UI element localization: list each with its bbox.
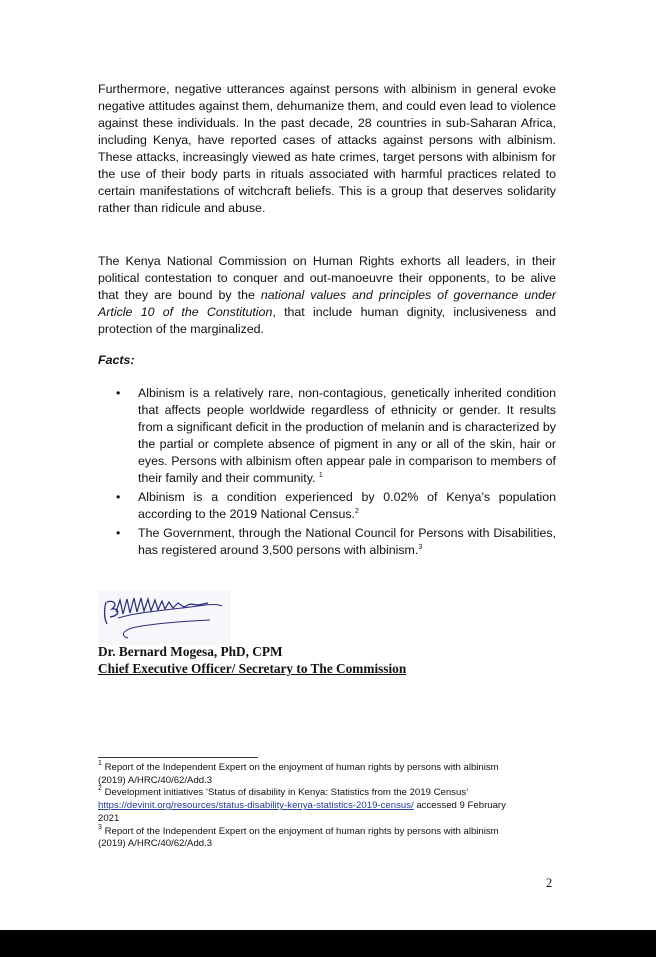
constitution-reference: national values and principles of governance under Article 10 of the Constitution bbox=[98, 288, 556, 319]
paragraph-attacks: Furthermore, negative utterances against persons with albinism in general evoke negative attitudes against them, dehumanize them, and could even lead to violence against these individuals. In the past decade, 28 countries in sub-Saharan Africa, including Kenya, have reported cases of attacks against persons with albinism. These attacks, increasingly viewed as hate crimes, target persons with albinism for the use of their body parts in rituals associated with harmful practices related to certain manifestations of witchcraft beliefs. This is a group that deserves solidarity rather than ridicule and abuse. bbox=[98, 82, 556, 215]
footnote-separator bbox=[98, 757, 258, 758]
fact-item bbox=[98, 489, 556, 523]
footnote-ref[interactable]: 3 bbox=[418, 544, 423, 551]
footnotes bbox=[98, 762, 528, 851]
fact-text: The Government, through the National Council for Persons with Disabilities, has registered around 3,500 persons with albinism. bbox=[138, 526, 556, 557]
paragraph-exhortation-start: The Kenya National Commission on Human Rights exhorts all leaders, in their political contestation to conquer and out-manoeuvre their opponents, to be alive that they are bound by the bbox=[98, 254, 556, 302]
facts-heading: Facts: bbox=[98, 353, 135, 367]
paragraph-exhortation-end: , that include human dignity, inclusiveness and protection of the marginalized. bbox=[98, 305, 557, 336]
fact-text: Albinism is a relatively rare, non-contagious, genetically inherited condition that affects people worldwide regardless of ethnicity or gender. It results from a significant deficit in the production of melanin and is characterized by the partial or complete absence of pigment in any or all of the skin, hair or eyes. Persons with albinism often appear pale in comparison to members of their family and their community. bbox=[138, 386, 556, 485]
footnote-ref[interactable]: 2 bbox=[354, 508, 359, 515]
footnote-item bbox=[98, 787, 528, 825]
fact-item bbox=[98, 385, 556, 487]
viewer-bottom-bar bbox=[0, 930, 656, 957]
signatory-name: Dr. Bernard Mogesa, PhD, CPM bbox=[98, 644, 283, 659]
footnote-item bbox=[98, 762, 528, 787]
bullet-icon: • bbox=[116, 490, 121, 504]
footnote-item bbox=[98, 823, 528, 851]
footnote-text-after: accessed 9 February 2021 bbox=[98, 800, 506, 824]
footnote-text: Report of the Independent Expert on the enjoyment of human rights by persons with albinism (2019) A/HRC/40/62/Add.3 bbox=[98, 762, 499, 786]
footnote-text: Development initiatives ‘Status of disability in Kenya: Statistics from the 2019 Census’ bbox=[101, 787, 468, 799]
fact-text: Albinism is a condition experienced by 0.02% of Kenya’s population according to the 2019 National Census. bbox=[138, 490, 556, 521]
fact-item bbox=[98, 525, 556, 559]
paragraph-exhortation bbox=[98, 253, 556, 338]
bullet-icon: • bbox=[116, 386, 121, 400]
footnote-link[interactable]: https://devinit.org/resources/status-disability-kenya-statistics-2019-census/ bbox=[98, 800, 414, 812]
footnote-ref[interactable]: 1 bbox=[318, 472, 323, 479]
facts-list bbox=[98, 385, 556, 561]
footnote-text: Report of the Independent Expert on the enjoyment of human rights by persons with albinism (2019) A/HRC/40/62/Add.3 bbox=[98, 825, 499, 850]
signatory-title: Chief Executive Officer/ Secretary to The Commission bbox=[98, 661, 407, 676]
footnote-number: 3 bbox=[98, 823, 102, 831]
footnote-number: 2 bbox=[98, 785, 102, 793]
page-number: 2 bbox=[546, 876, 553, 890]
signature-image bbox=[98, 590, 231, 645]
footnote-number: 1 bbox=[98, 760, 102, 767]
bullet-icon: • bbox=[116, 526, 121, 540]
